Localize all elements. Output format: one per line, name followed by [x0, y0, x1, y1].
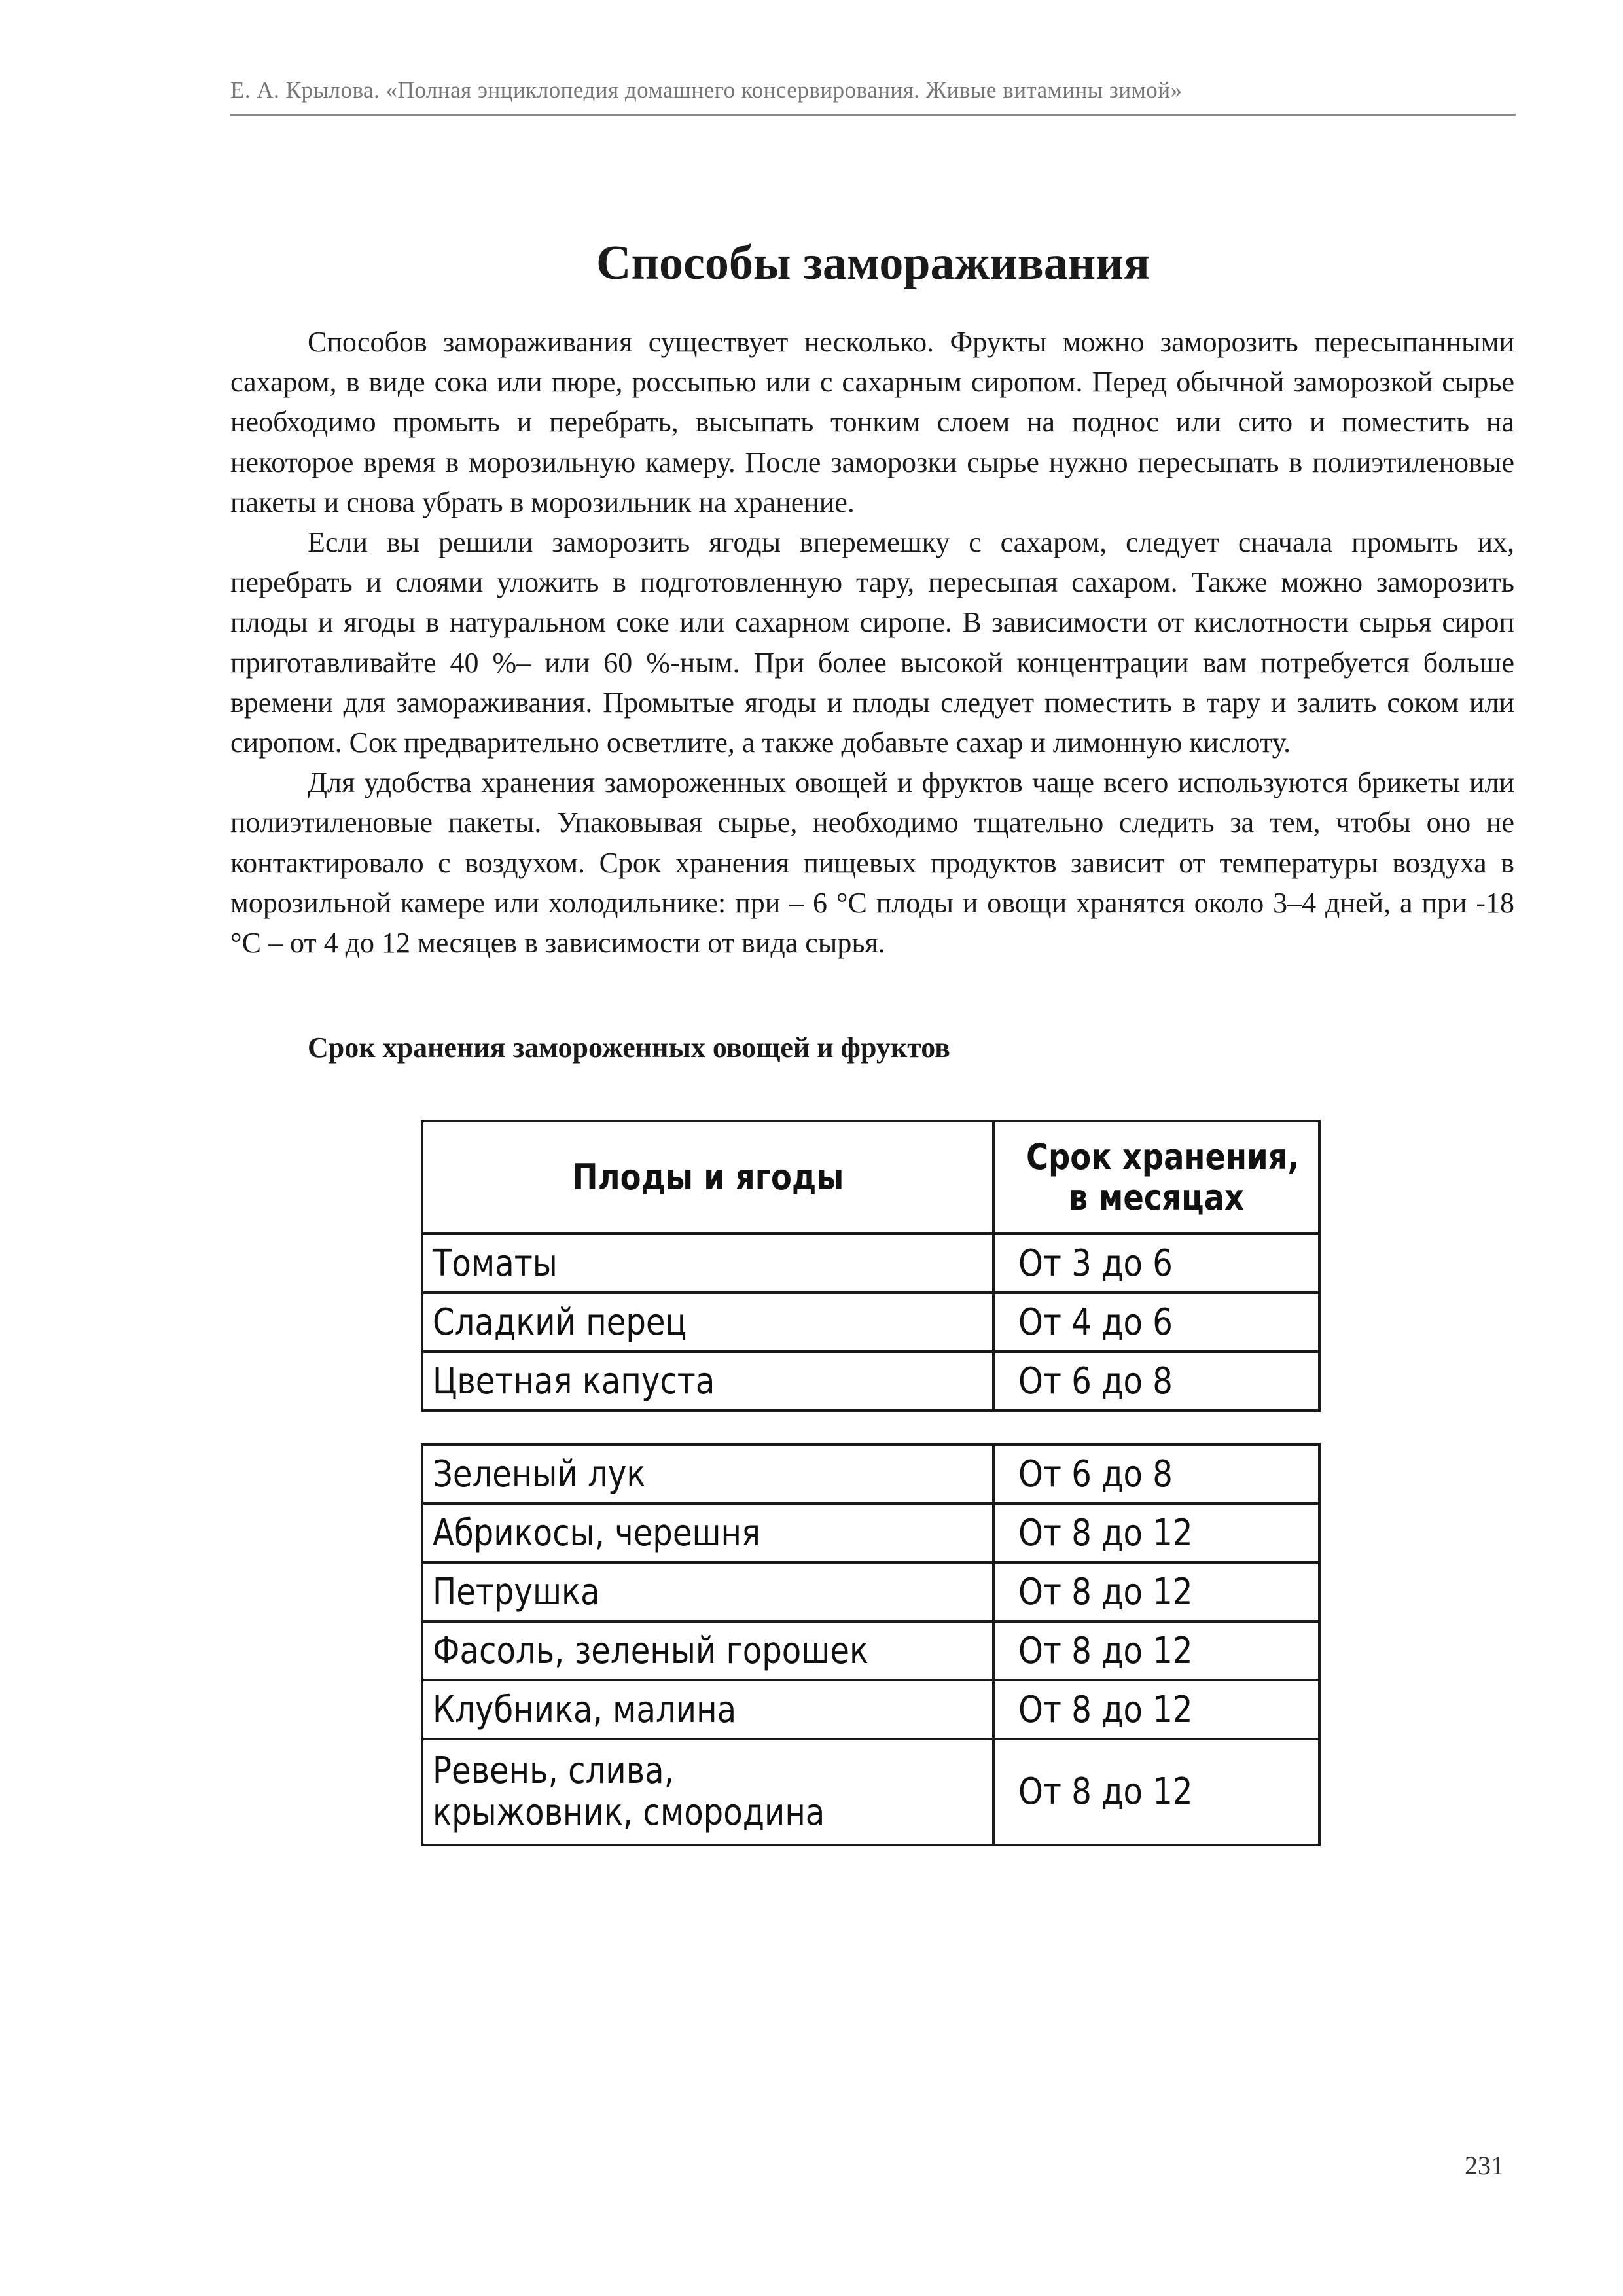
table-row: [422, 1234, 1319, 1293]
storage-table-bottom: [421, 1443, 1321, 1846]
row-term: От 3 до 6: [993, 1234, 1319, 1293]
storage-table-top: [421, 1120, 1321, 1412]
row-name: [422, 1739, 993, 1845]
row-name: Цветная капуста: [422, 1352, 993, 1410]
row-name-line-2: крыжовник, смородина: [433, 1791, 825, 1834]
page-number: 231: [1465, 2151, 1504, 2180]
row-name: Зеленый лук: [422, 1444, 993, 1503]
table-row: [422, 1680, 1319, 1739]
paragraph-1: Способов замораживания существует несколько. Фрукты можно заморозить пересыпанными сахаром, в виде сока или пюре, россыпью или с сахарным сиропом. Перед обычной заморозкой сырье необходимо промыть и перебрать, высыпать тонким слоем на поднос или сито и поместить на некоторое время в морозильную камеру. После заморозки сырье нужно пересыпать в полиэтиленовые пакеты и снова убрать в морозильник на хранение.: [230, 326, 1514, 518]
row-term: От 8 до 12: [993, 1621, 1319, 1680]
table-row: [422, 1621, 1319, 1680]
row-term: От 6 до 8: [993, 1444, 1319, 1503]
row-name: Петрушка: [422, 1562, 993, 1621]
row-name: Абрикосы, черешня: [422, 1503, 993, 1562]
row-name: Томаты: [422, 1234, 993, 1293]
row-term: От 8 до 12: [993, 1503, 1319, 1562]
paragraph-2: Если вы решили заморозить ягоды вперемешку с сахаром, следует сначала промыть их, перебрать и слоями уложить в подготовленную тару, пересыпая сахаром. Также можно заморозить плоды и ягоды в натуральном соке или сахарном сиропе. В зависимости от кислотности сырья сироп приготавливайте 40 %– или 60 %-ным. При более высокой концентрации вам потребуется больше времени для замораживания. Промытые ягоды и плоды следует поместить в тару и залить соком или сиропом. Сок предварительно осветлите, а также добавьте сахар и лимонную кислоту.: [230, 526, 1514, 759]
table-row: [422, 1503, 1319, 1562]
table-row: [422, 1352, 1319, 1410]
header-rule: [230, 114, 1516, 116]
table-header-row: [422, 1121, 1319, 1234]
header-term-line-1: Срок хранения,: [1026, 1136, 1300, 1177]
table-caption: Срок хранения замороженных овощей и фруктов: [308, 1031, 950, 1064]
row-name-line-1: Ревень, слива,: [433, 1749, 674, 1792]
paragraph-3: Для удобства хранения замороженных овощей и фруктов чаще всего используются брикеты или полиэтиленовые пакеты. Упаковывая сырье, необходимо тщательно следить за тем, чтобы оно не контактировало с воздухом. Срок хранения пищевых продуктов зависит от температуры воздуха в морозильной камере или холодильнике: при – 6 °С плоды и овощи хранятся около 3–4 дней, а при -18 °С – от 4 до 12 месяцев в зависимости от вида сырья.: [230, 766, 1514, 960]
row-term: От 6 до 8: [993, 1352, 1319, 1410]
row-name: Сладкий перец: [422, 1293, 993, 1352]
chapter-title: Способы замораживания: [596, 236, 1150, 290]
body-text: [230, 322, 1514, 963]
row-term: От 8 до 12: [993, 1680, 1319, 1739]
table-row: [422, 1444, 1319, 1503]
header-name: Плоды и ягоды: [422, 1121, 993, 1234]
table-row: [422, 1293, 1319, 1352]
row-term: От 8 до 12: [993, 1739, 1319, 1845]
table-row: [422, 1739, 1319, 1845]
row-term: От 4 до 6: [993, 1293, 1319, 1352]
row-term: От 8 до 12: [993, 1562, 1319, 1621]
table-row: [422, 1562, 1319, 1621]
row-name: Клубника, малина: [422, 1680, 993, 1739]
header-term: [993, 1121, 1319, 1234]
header-term-line-2: в месяцах: [1069, 1177, 1245, 1218]
running-header: Е. А. Крылова. «Полная энциклопедия домашнего консервирования. Живые витамины зимой»: [230, 77, 1183, 103]
row-name: Фасоль, зеленый горошек: [422, 1621, 993, 1680]
